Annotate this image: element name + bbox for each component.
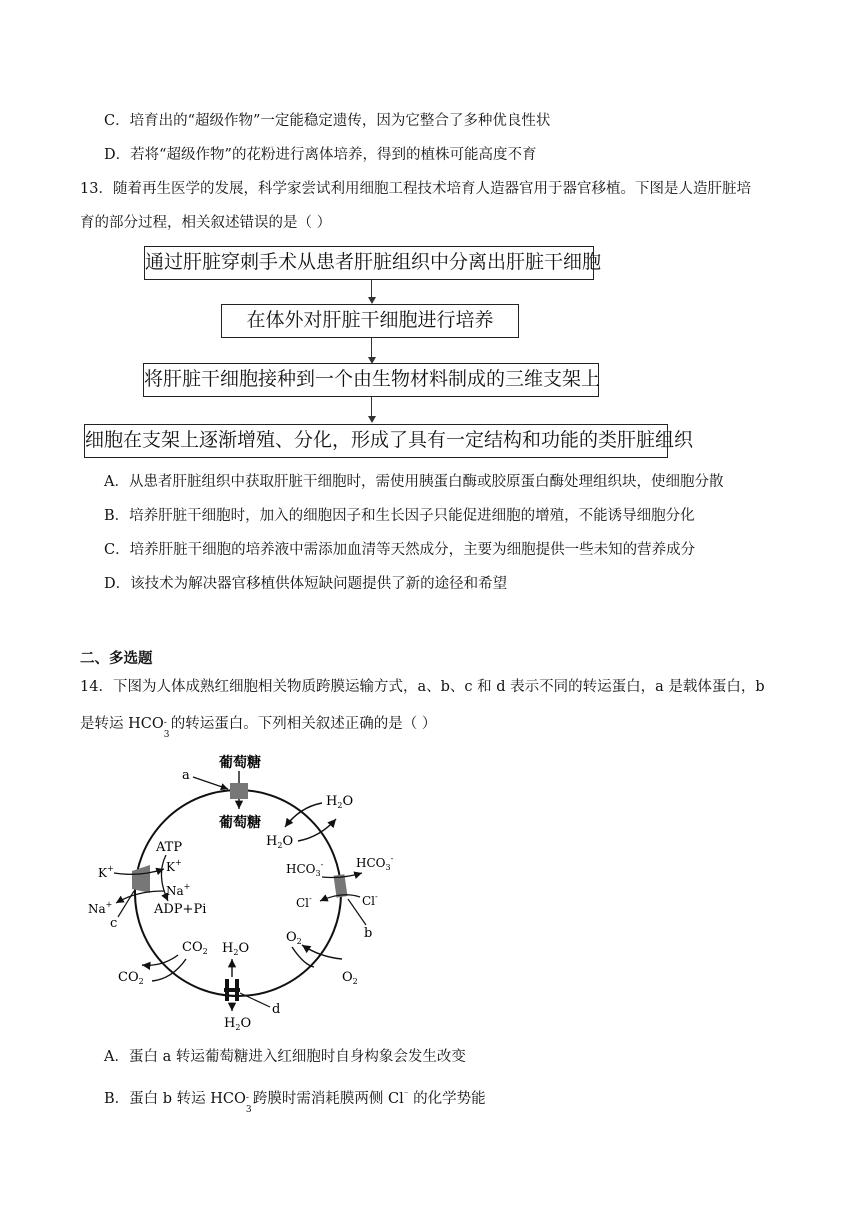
flow-step-4: 细胞在支架上逐渐增殖、分化，形成了具有一定结构和功能的类肝脏组织	[84, 424, 668, 458]
q13-option-c: C．培养肝脏干细胞的培养液中需添加血清等天然成分，主要为细胞提供一些未知的营养成分	[104, 542, 696, 558]
hco3-inside-label: $HCO_3^-$	[286, 860, 324, 878]
co2-inside-label: $CO_2$	[182, 940, 208, 956]
cl-inside-label: Cl-	[296, 894, 312, 910]
adp-label: ADP+Pi	[154, 902, 207, 917]
h2o-out-arrow	[298, 819, 336, 841]
q13-option-b: B．培养肝脏干细胞时，加入的细胞因子和生长因子只能促进细胞的增殖，不能诱导细胞分化	[104, 508, 695, 524]
k-outside-label: K+	[98, 864, 114, 880]
q14-stem-line1: 14．下图为人体成熟红细胞相关物质跨膜运输方式，a、b、c 和 d 表示不同的转运蛋白，a 是载体蛋白，b	[80, 679, 765, 695]
h2o-in-arrow	[285, 803, 322, 827]
q14-option-b: B．蛋白 b 转运 HCO - 3 跨膜时需消耗膜两侧 Cl⁻ 的化学势能	[104, 1090, 486, 1115]
flow-step-3: 将肝脏干细胞接种到一个由生物材料制成的三维支架上	[143, 363, 599, 397]
q13-stem-line1: 13．随着再生医学的发展，科学家尝试利用细胞工程技术培育人造器官用于器官移植。下图是人造肝脏培	[80, 181, 751, 197]
atp-label: ATP	[156, 840, 183, 855]
q13-option-d: D．该技术为解决器官移植供体短缺问题提供了新的途径和希望	[104, 576, 508, 592]
flow-step-1: 通过肝脏穿刺手术从患者肝脏组织中分离出肝脏干细胞	[144, 246, 594, 280]
na-outside-label: Na+	[88, 900, 113, 916]
o2-inside-label: $O_2$	[286, 930, 302, 946]
section-heading-multi-choice: 二、多选题	[80, 651, 153, 667]
glucose-outside-label: 葡萄糖	[219, 755, 261, 771]
q14-option-a: A．蛋白 a 转运葡萄糖进入红细胞时自身构象会发生改变	[104, 1049, 466, 1065]
flow-arrow-3	[371, 397, 372, 418]
q12-option-d: D．若将“超级作物”的花粉进行离体培养，得到的植株可能高度不育	[104, 147, 537, 163]
na-inside-label: Na+	[166, 882, 191, 898]
flow-step-2: 在体外对肝脏干细胞进行培养	[221, 304, 519, 338]
protein-c	[132, 865, 150, 893]
h2o-outside-label: $H_2O$	[326, 794, 354, 810]
flow-arrow-3-head	[368, 416, 376, 423]
cl-outside-label: Cl-	[362, 892, 378, 908]
flow-arrow-2	[371, 338, 372, 359]
protein-a	[230, 783, 248, 799]
label-c: c	[110, 916, 118, 931]
label-d: d	[272, 1002, 281, 1017]
h2o-d-bottom-label: $H_2O$	[224, 1016, 252, 1032]
q14-stem-line2: 是转运 HCO - 3 的转运蛋白。下列相关叙述正确的是（ ）	[80, 716, 437, 740]
label-b: b	[364, 926, 373, 941]
k-inside-label: K+	[166, 858, 182, 874]
q13-stem-line2: 育的部分过程，相关叙述错误的是（ ）	[80, 215, 332, 231]
hco3-outside-label: $HCO_3^-$	[356, 854, 394, 872]
label-a: a	[182, 768, 190, 783]
red-blood-cell-transport-diagram	[80, 745, 400, 1035]
q13-option-a: A．从患者肝脏组织中获取肝脏干细胞时，需使用胰蛋白酶或胶原蛋白酶处理组织块，使细胞分散	[104, 474, 724, 490]
o2-outside-label: $O_2$	[342, 970, 358, 986]
flow-arrow-1-head	[368, 297, 376, 304]
co2-outside-label: $CO_2$	[118, 970, 144, 986]
h2o-inside-label: $H_2O$	[266, 834, 294, 850]
glucose-inside-label: 葡萄糖	[219, 815, 261, 831]
h2o-d-top-label: $H_2O$	[222, 941, 250, 957]
q12-option-c: C．培育出的“超级作物”一定能稳定遗传，因为它整合了多种优良性状	[104, 113, 551, 129]
